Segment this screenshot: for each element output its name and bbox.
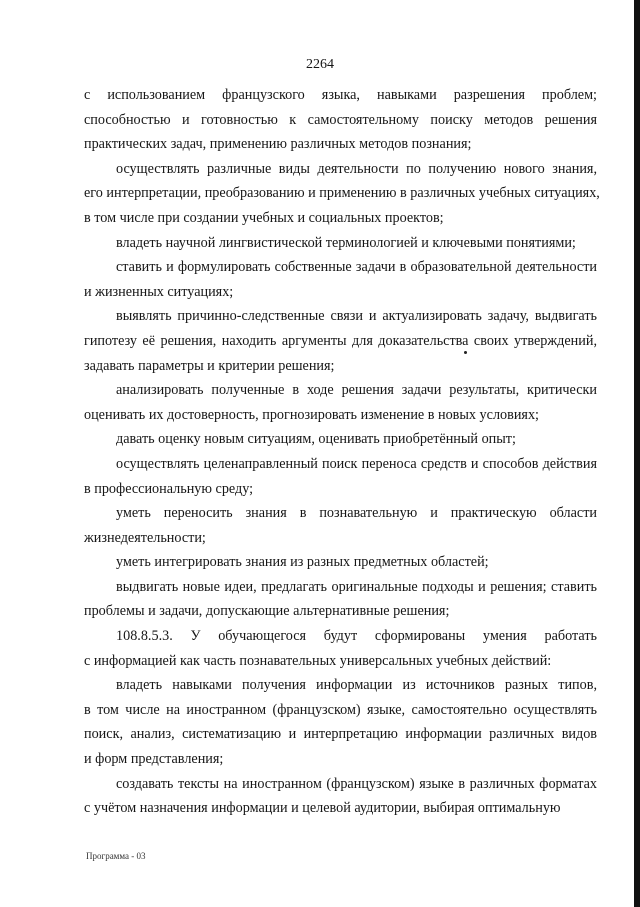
text-line: давать оценку новым ситуациям, оценивать приобретённый опыт; — [116, 431, 516, 448]
paragraph — [84, 550, 597, 575]
text-line: владеть навыками получения информации из источников разных типов, — [116, 677, 597, 694]
text-line: и форм представления; — [84, 751, 224, 768]
page-number: 2264 — [306, 57, 334, 72]
text-line: уметь переносить знания в познавательную и практическую области — [116, 505, 597, 522]
text-line: осуществлять различные виды деятельности по получению нового знания, — [116, 160, 597, 177]
footer-label: Программа - 03 — [86, 851, 146, 861]
text-line: поиск, анализ, систематизацию и интерпретацию информации различных видов — [84, 726, 597, 743]
text-line: с информацией как часть познавательных универсальных учебных действий: — [84, 652, 552, 669]
paragraph — [84, 304, 597, 378]
paragraph — [84, 427, 597, 452]
text-line: с использованием французского языка, навыками разрешения проблем; — [84, 87, 597, 103]
paragraph — [84, 772, 597, 821]
text-line: задавать параметры и критерии решения; — [84, 357, 335, 374]
paragraph — [84, 83, 597, 157]
text-line: в профессиональную среду; — [84, 480, 254, 497]
body-text — [84, 83, 600, 821]
text-line: 108.8.5.3. У обучающегося будут сформированы умения работать — [116, 628, 597, 645]
text-line: создавать тексты на иностранном (французском) языке в различных форматах — [116, 775, 597, 792]
text-line: осуществлять целенаправленный поиск переноса средств и способов действия — [116, 455, 597, 472]
paragraph — [84, 231, 597, 256]
text-line: выдвигать новые идеи, предлагать оригинальные подходы и решения; ставить — [116, 578, 597, 595]
text-line: гипотезу её решения, находить аргументы для доказательства своих утверждений, — [84, 332, 597, 349]
text-line: владеть научной лингвистической терминологией и ключевыми понятиями; — [116, 234, 576, 251]
paragraph — [84, 575, 597, 624]
page-edge — [634, 0, 640, 907]
paragraph — [84, 255, 597, 304]
paragraph — [84, 452, 597, 501]
text-line: выявлять причинно-следственные связи и актуализировать задачу, выдвигать — [116, 308, 597, 325]
text-line: в том числе при создании учебных и социальных проектов; — [84, 209, 444, 226]
text-line: способностью и готовностью к самостоятельному поиску методов решения — [84, 111, 597, 128]
text-line: ставить и формулировать собственные задачи в образовательной деятельности — [116, 259, 597, 276]
text-line: и жизненных ситуациях; — [84, 283, 234, 300]
paragraph — [84, 157, 600, 231]
text-line: в том числе на иностранном (французском) языке, самостоятельно осуществлять — [84, 701, 597, 718]
stray-mark — [464, 351, 467, 354]
text-line: жизнедеятельности; — [84, 529, 206, 546]
text-line: проблемы и задачи, допускающие альтернативные решения; — [84, 603, 450, 620]
text-line: практических задач, применению различных методов познания; — [84, 136, 472, 153]
text-line: его интерпретации, преобразованию и применению в различных учебных ситуациях, — [84, 185, 600, 202]
text-line: уметь интегрировать знания из разных предметных областей; — [116, 554, 489, 571]
paragraph — [84, 673, 597, 771]
text-line: с учётом назначения информации и целевой аудитории, выбирая оптимальную — [84, 800, 561, 817]
text-line: оценивать их достоверность, прогнозировать изменение в новых условиях; — [84, 406, 539, 423]
text-line: анализировать полученные в ходе решения задачи результаты, критически — [116, 382, 597, 399]
paragraph — [84, 624, 597, 673]
paragraph — [84, 378, 597, 427]
paragraph — [84, 501, 597, 550]
